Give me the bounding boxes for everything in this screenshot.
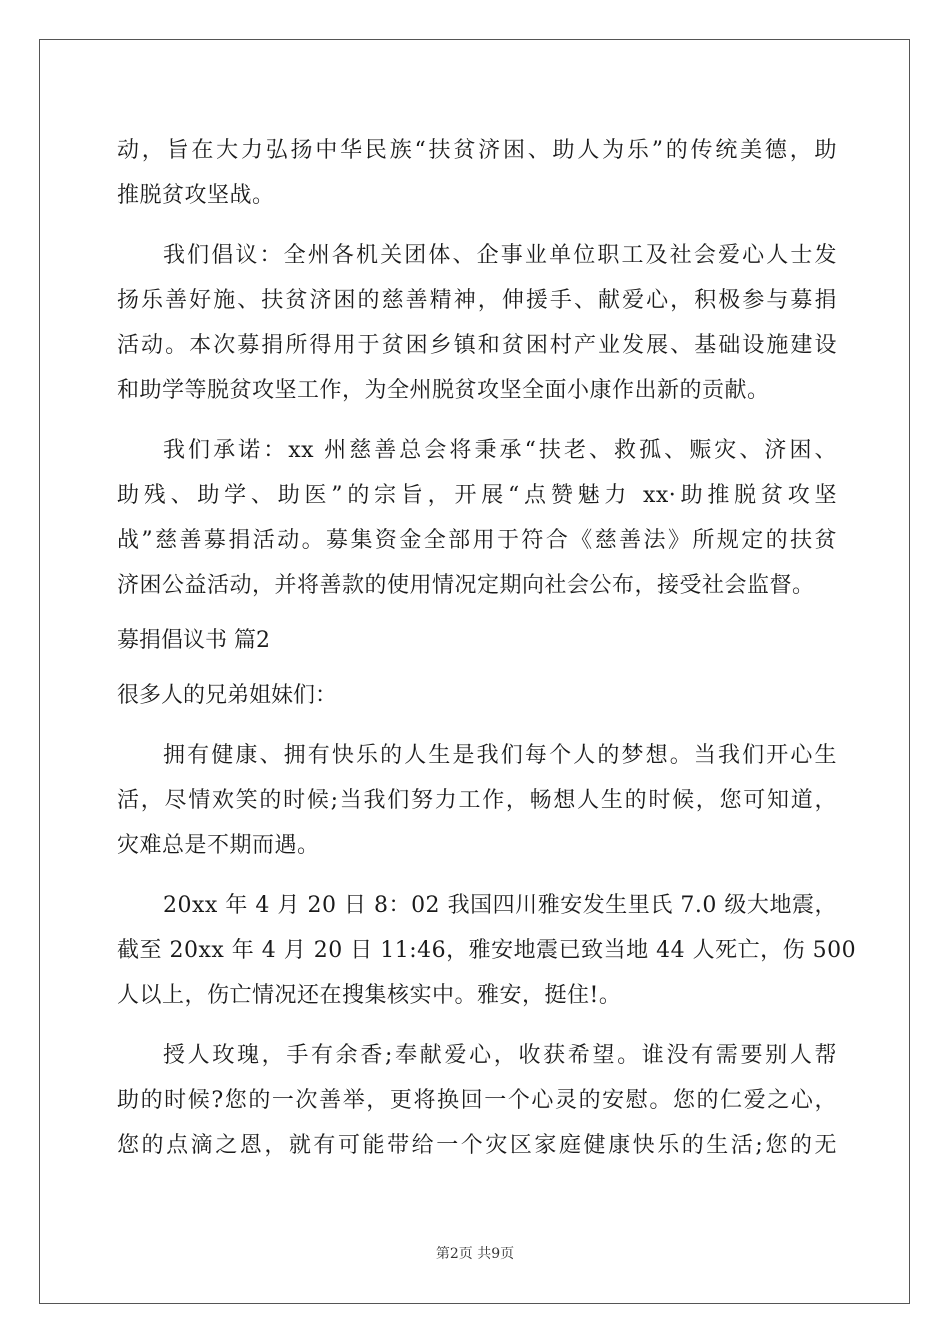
text-line: 授人玫瑰，手有余香;奉献爱心，收获希望。谁没有需要别人帮 (163, 1043, 837, 1068)
text-line: 我们倡议：全州各机关团体、企事业单位职工及社会爱心人士发 (163, 243, 837, 268)
paragraph (117, 428, 837, 608)
paragraph (117, 1033, 837, 1168)
text-line: 和助学等脱贫攻坚工作，为全州脱贫攻坚全面小康作出新的贡献。 (117, 378, 770, 403)
text-line: 济困公益活动，并将善款的使用情况定期向社会公布，接受社会监督。 (117, 573, 815, 598)
page-footer: 第2页 共9页 (435, 1246, 515, 1262)
text-line: 截至 20xx 年 4 月 20 日 11:46，雅安地震已致当地 44 人死亡，伤 500 (117, 938, 857, 963)
text-line: 动，旨在大力弘扬中华民族“扶贫济困、助人为乐”的传统美德，助 (117, 138, 837, 163)
text-line: 人以上，伤亡情况还在搜集核实中。雅安，挺住!。 (117, 983, 622, 1008)
text-line: 活动。本次募捐所得用于贫困乡镇和贫困村产业发展、基础设施建设 (117, 333, 837, 358)
paragraph (117, 128, 837, 218)
text-line: 助残、助学、助医”的宗旨，开展“点赞魅力 xx·助推脱贫攻坚 (117, 483, 837, 508)
text-line: 20xx 年 4 月 20 日 8：02 我国四川雅安发生里氏 7.0 级大地震， (163, 893, 837, 918)
text-line: 活，尽情欢笑的时候;当我们努力工作，畅想人生的时候，您可知道， (117, 788, 837, 813)
salutation: 很多人的兄弟姐妹们： (117, 683, 338, 708)
paragraph (117, 883, 857, 1018)
text-line: 您的点滴之恩，就有可能带给一个灾区家庭健康快乐的生活;您的无 (117, 1133, 837, 1158)
text-line: 助的时候?您的一次善举，更将换回一个心灵的安慰。您的仁爱之心， (117, 1088, 837, 1113)
paragraph (117, 233, 837, 413)
document-body (117, 128, 857, 1168)
text-line: 扬乐善好施、扶贫济困的慈善精神，伸援手、献爱心，积极参与募捐 (117, 288, 837, 313)
text-line: 灾难总是不期而遇。 (117, 833, 320, 858)
text-line: 战”慈善募捐活动。募集资金全部用于符合《慈善法》所规定的扶贫 (117, 528, 837, 553)
section-heading: 募捐倡议书 篇2 (117, 628, 270, 653)
text-line: 拥有健康、拥有快乐的人生是我们每个人的梦想。当我们开心生 (163, 743, 837, 768)
paragraph (117, 733, 837, 868)
text-line: 我们承诺：xx 州慈善总会将秉承“扶老、救孤、赈灾、济困、 (163, 438, 837, 463)
text-line: 推脱贫攻坚战。 (117, 183, 275, 208)
